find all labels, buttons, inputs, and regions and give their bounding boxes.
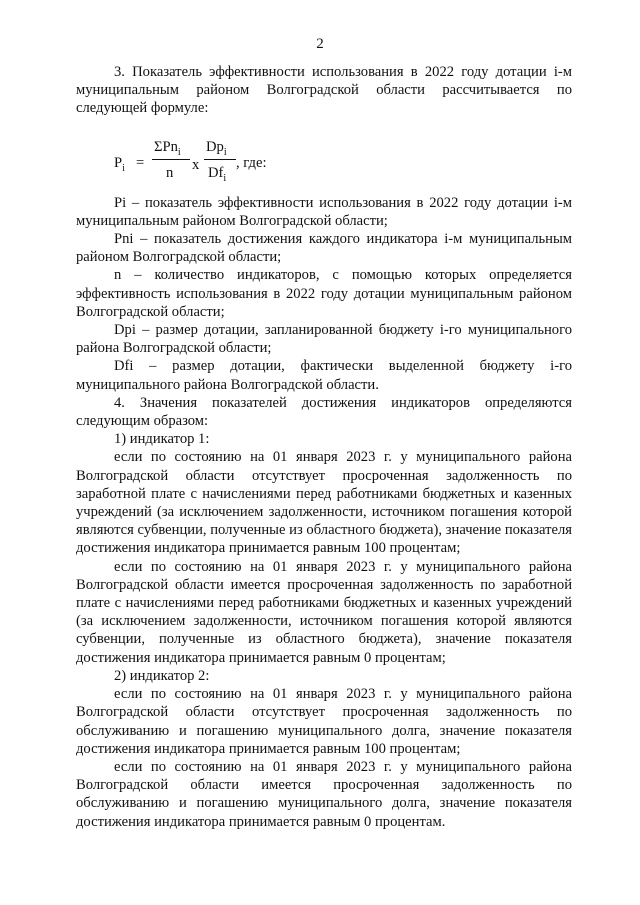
definition-pi: Pi – показатель эффективности использования в 2022 году дотации i-м муниципальным районом Волгоградской области; (76, 194, 572, 229)
section-3-intro: 3. Показатель эффективности использования в 2022 году дотации i-м муниципальным районом Волгоградской области рассчитывается по следующей формуле: (76, 64, 572, 117)
formula (76, 120, 572, 194)
definition-dfi: Dfi – размер дотации, фактически выделенной бюджету i-го муниципального района Волгоградской области. (76, 358, 572, 393)
definition-n: n – количество индикаторов, с помощью которых определяется эффективность использования в 2022 году дотации муниципальным районом Волгоградской области; (76, 267, 572, 320)
indicator-1-case-present: если по состоянию на 01 января 2023 г. у муниципального района Волгоградской области имеется просроченная задолженность по заработной плате с начислениями перед работниками бюджетных и казенных учреждений (за исключением задолженности, источником погашения которой являются субвенции, полученные из областного бюджета), значение показателя достижения индикатора принимается равным 0 процентам; (76, 558, 572, 666)
definition-dpi: Dpi – размер дотации, запланированной бюджету i-го муниципального района Волгоградской области; (76, 322, 572, 357)
section-4-intro: 4. Значения показателей достижения индикаторов определяются следующим образом: (76, 394, 572, 430)
formula-lhs: $P_i$ (114, 154, 125, 174)
indicator-1-case-absent: если по состоянию на 01 января 2023 г. у муниципального района Волгоградской области отсутствует просроченная задолженность по заработной плате с начислениями перед работниками бюджетных и казенных учреждений (за исключением задолженности, источником погашения которой являются субвенции, полученные из областного бюджета), значение показателя достижения индикатора принимается равным 100 процентам; (76, 449, 572, 557)
indicator-2-case-present: если по состоянию на 01 января 2023 г. у муниципального района Волгоградской области имеется просроченная задолженность по обслуживанию и погашению муниципального долга, значение показателя достижения индикатора принимается равным 0 процентам. (76, 758, 572, 830)
formula-numerator-2: $Dp_i$ (206, 138, 227, 158)
fraction-bar-2 (204, 159, 236, 160)
formula-numerator-1: ΣPn$_i$ (154, 138, 181, 158)
formula-times: x (192, 156, 200, 173)
fraction-bar-1 (152, 159, 190, 160)
definition-pni: Pni – показатель достижения каждого индикатора i-м муниципальным районом Волгоградской области; (76, 231, 572, 266)
formula-equals: = (136, 154, 145, 171)
indicator-1-title: 1) индикатор 1: (114, 431, 210, 448)
formula-denominator-2: $Df_i$ (208, 164, 227, 184)
indicator-2-case-absent: если по состоянию на 01 января 2023 г. у муниципального района Волгоградской области отсутствует просроченная задолженность по обслуживанию и погашению муниципального долга, значение показателя достижения индикатора принимается равным 100 процентам; (76, 686, 572, 757)
formula-suffix: , где: (236, 154, 267, 171)
page-number: 2 (316, 36, 324, 52)
formula-denominator-1: n (166, 164, 174, 181)
document-body (76, 63, 572, 831)
indicator-2-title: 2) индикатор 2: (114, 667, 210, 684)
